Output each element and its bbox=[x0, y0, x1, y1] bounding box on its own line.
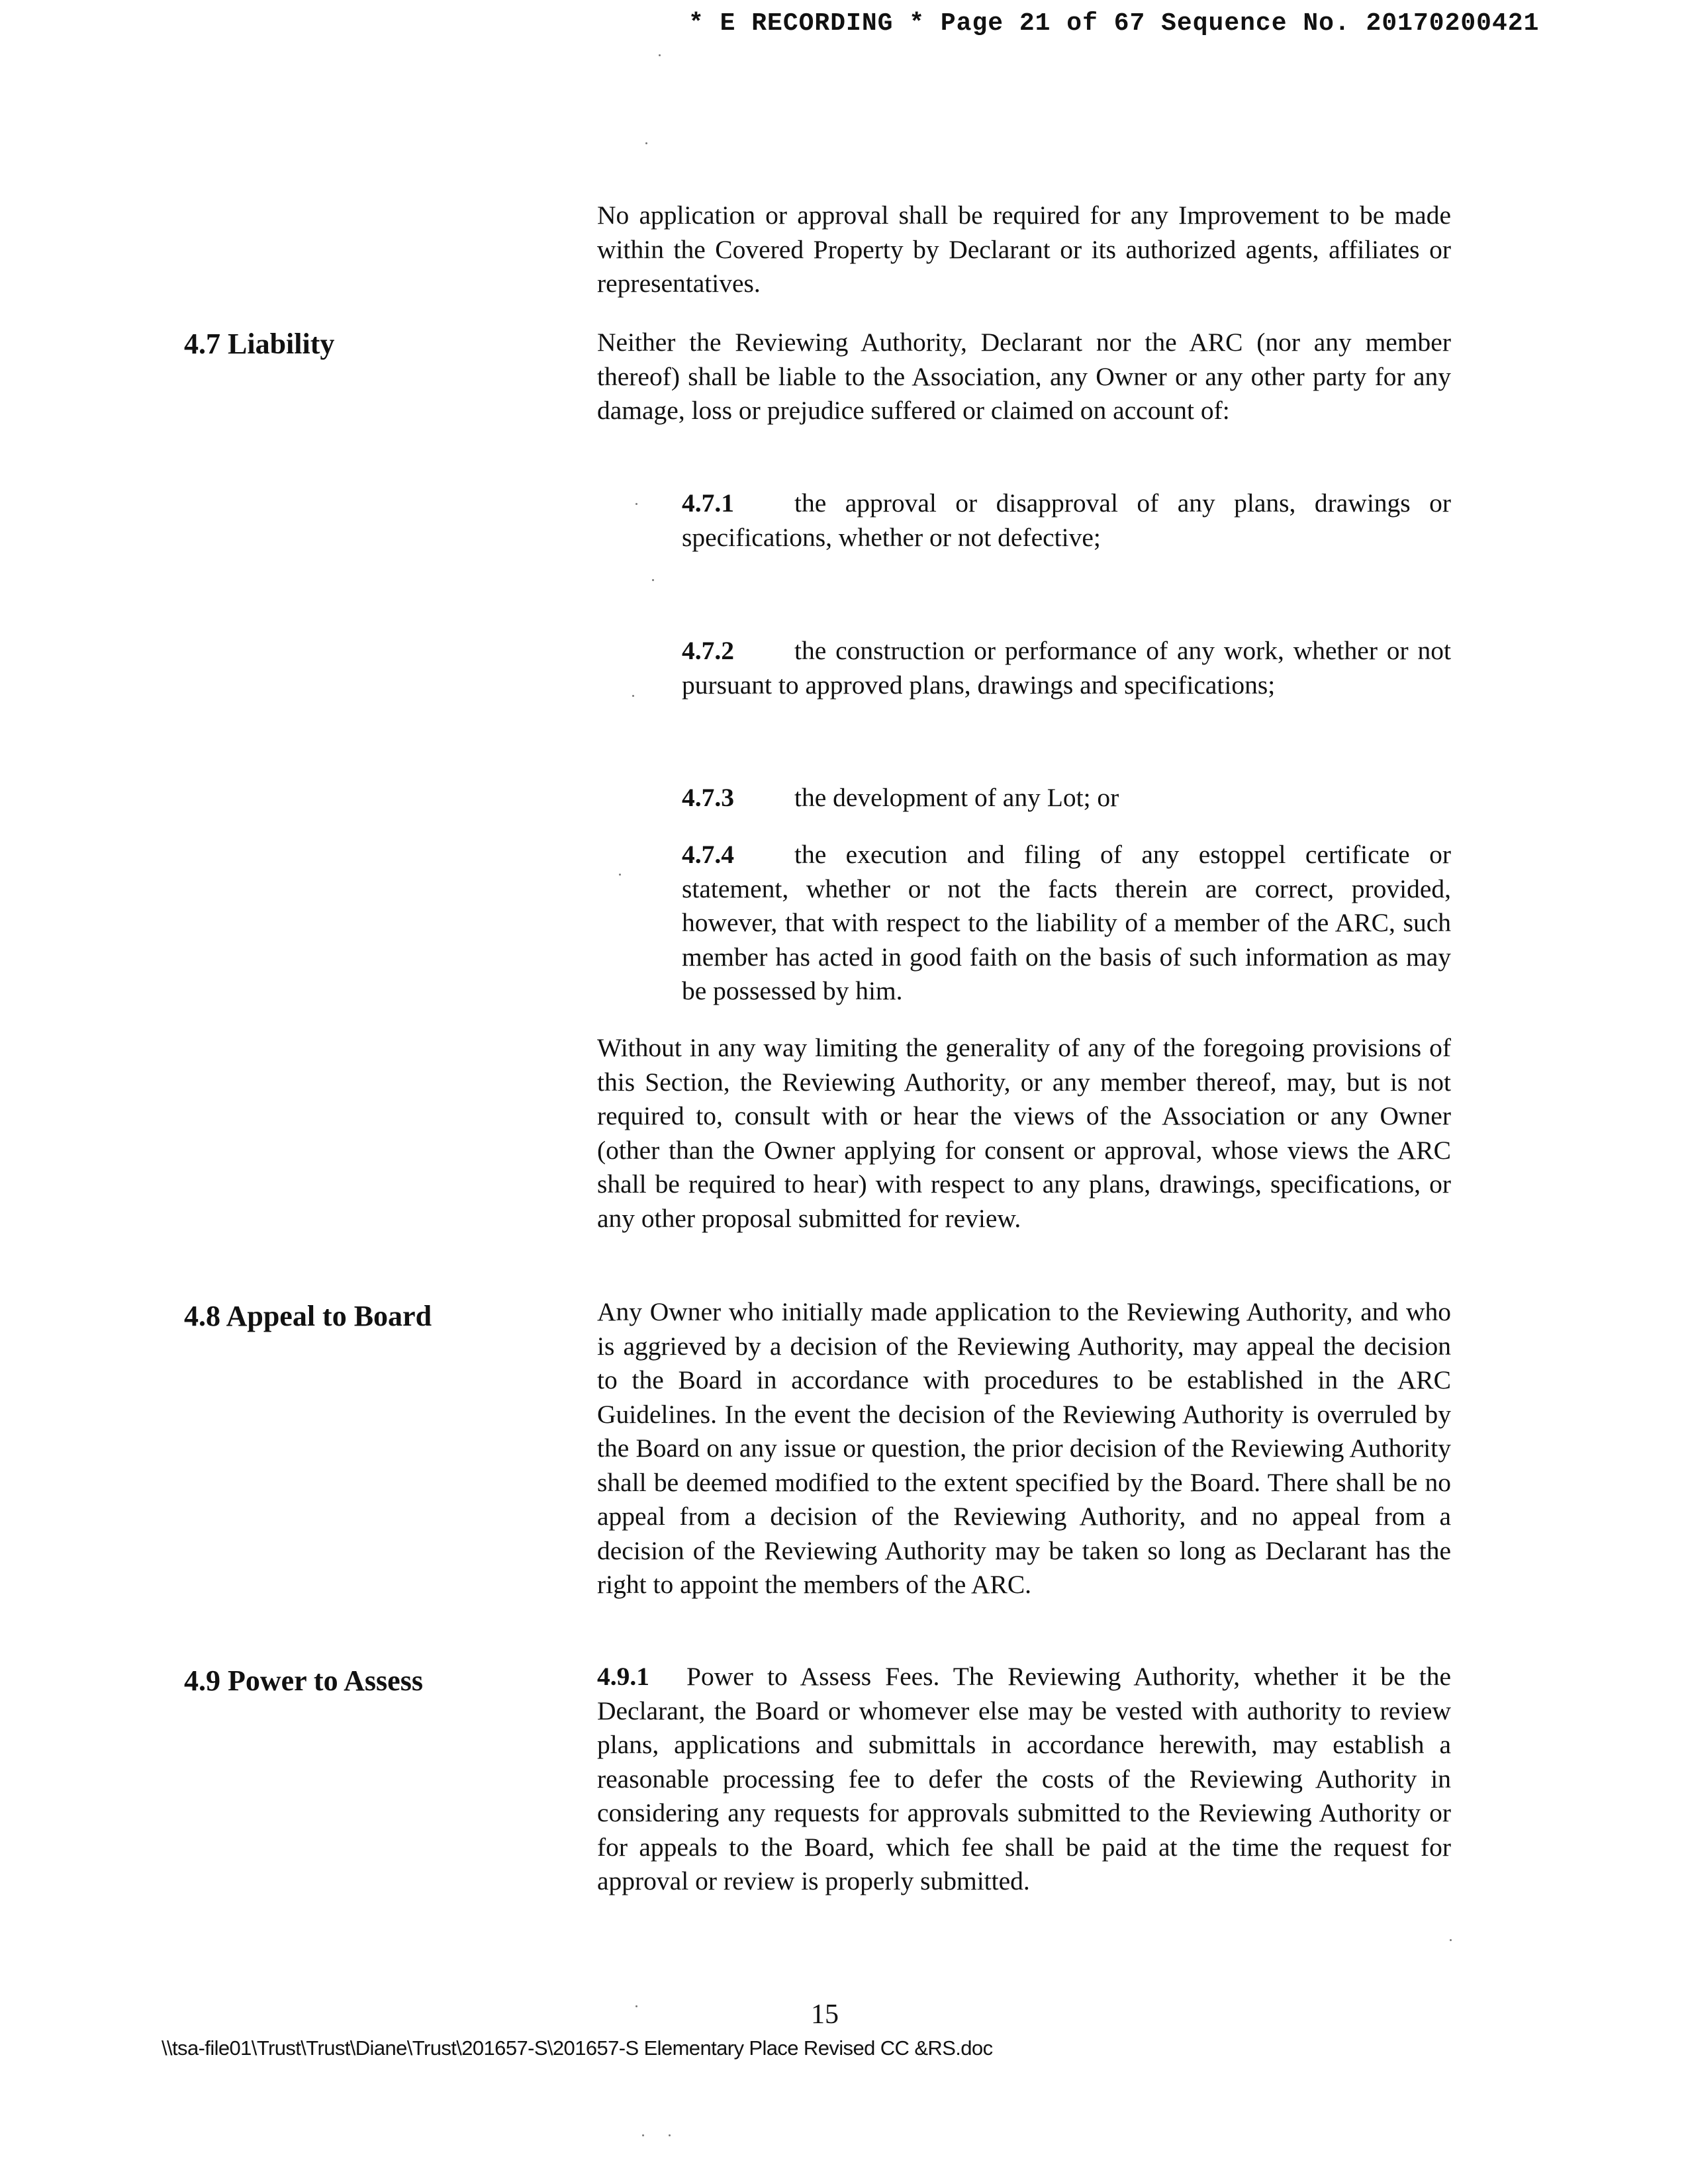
scan-speck bbox=[645, 142, 647, 144]
clause-4-7-3 bbox=[682, 781, 1451, 815]
recording-header: * E RECORDING * Page 21 of 67 Sequence No. 20170200421 bbox=[688, 9, 1540, 38]
clause-number: 4.7.2 bbox=[682, 636, 734, 665]
clause-number: 4.7.4 bbox=[682, 840, 734, 869]
section-4-8-heading: 4.8 Appeal to Board bbox=[184, 1300, 432, 1332]
clause-text: the execution and filing of any estoppel certificate or statement, whether or not the facts therein are correct, provided, however, that with respect to the liability of a member of the ARC, such member has acted in good faith on the basis of such information as may be possessed by him. bbox=[682, 840, 1451, 1005]
section-4-7-closing: Without in any way limiting the generality of any of the foregoing provisions of this Section, the Reviewing Authority, or any member thereof, may, but is not required to, consult with or hear the views of the Association or any Owner (other than the Owner applying for consent or approval, whose views the ARC shall be required to hear) with respect to any plans, drawings, specifications, or any other proposal submitted for review. bbox=[597, 1033, 1451, 1233]
clause-number: 4.9.1 bbox=[597, 1662, 649, 1691]
clause-4-7-2 bbox=[682, 634, 1451, 702]
scan-speck bbox=[1450, 1939, 1452, 1941]
section-4-7-lead: Neither the Reviewing Authority, Declarant nor the ARC (nor any member thereof) shall be liable to the Association, any Owner or any other party for any damage, loss or prejudice suffered or claimed on account of: bbox=[597, 328, 1451, 425]
clause-number: 4.7.3 bbox=[682, 783, 734, 812]
scan-speck bbox=[619, 874, 621, 876]
clause-number: 4.7.1 bbox=[682, 488, 734, 518]
file-path-footer: \\tsa-file01\Trust\Trust\Diane\Trust\201657-S\201657-S Elementary Place Revised CC &RS.doc bbox=[162, 2036, 993, 2060]
scan-speck bbox=[659, 54, 661, 56]
scan-speck bbox=[642, 2134, 644, 2136]
clause-text: the development of any Lot; or bbox=[794, 783, 1119, 812]
page-number: 15 bbox=[811, 1999, 839, 2030]
scan-speck bbox=[632, 695, 634, 697]
section-4-7-heading: 4.7 Liability bbox=[184, 328, 335, 360]
scan-speck bbox=[652, 579, 654, 581]
section-4-8-text: Any Owner who initially made application to the Reviewing Authority, and who is aggrieved by a decision of the Reviewing Authority, may appeal the decision to the Board in accordance with procedures to be established in the ARC Guidelines. In the event the decision of the Reviewing Authority is overruled by the Board on any issue or question, the prior decision of the Reviewing Authority shall be deemed modified to the extent specified by the Board. There shall be no appeal from a decision of the Reviewing Authority, and no appeal from a decision of the Reviewing Authority may be taken so long as Declarant has the right to appoint the members of the ARC. bbox=[597, 1297, 1451, 1599]
clause-text: the construction or performance of any work, whether or not pursuant to approved plans, drawings and specifications; bbox=[682, 636, 1451, 700]
clause-text: Power to Assess Fees. The Reviewing Authority, whether it be the Declarant, the Board or whomever else may be vested with authority to review plans, applications and submittals in accordance herewith, may establish a reasonable processing fee to defer the costs of the Reviewing Authority in considering any requests for approvals submitted to the Reviewing Authority or for appeals to the Board, which fee shall be paid at the time the request for approval or review is properly submitted. bbox=[597, 1662, 1451, 1895]
scan-speck bbox=[635, 503, 637, 505]
scan-speck bbox=[669, 2134, 671, 2136]
scan-speck bbox=[635, 2005, 637, 2007]
clause-4-7-1 bbox=[682, 486, 1451, 555]
clause-4-9-1 bbox=[597, 1660, 1451, 1899]
section-4-9-heading: 4.9 Power to Assess bbox=[184, 1664, 423, 1697]
clause-text: the approval or disapproval of any plans, drawings or specifications, whether or not defective; bbox=[682, 488, 1451, 552]
intro-paragraph: No application or approval shall be required for any Improvement to be made within the Covered Property by Declarant or its authorized agents, affiliates or representatives. bbox=[597, 201, 1451, 298]
clause-4-7-4 bbox=[682, 838, 1451, 1009]
